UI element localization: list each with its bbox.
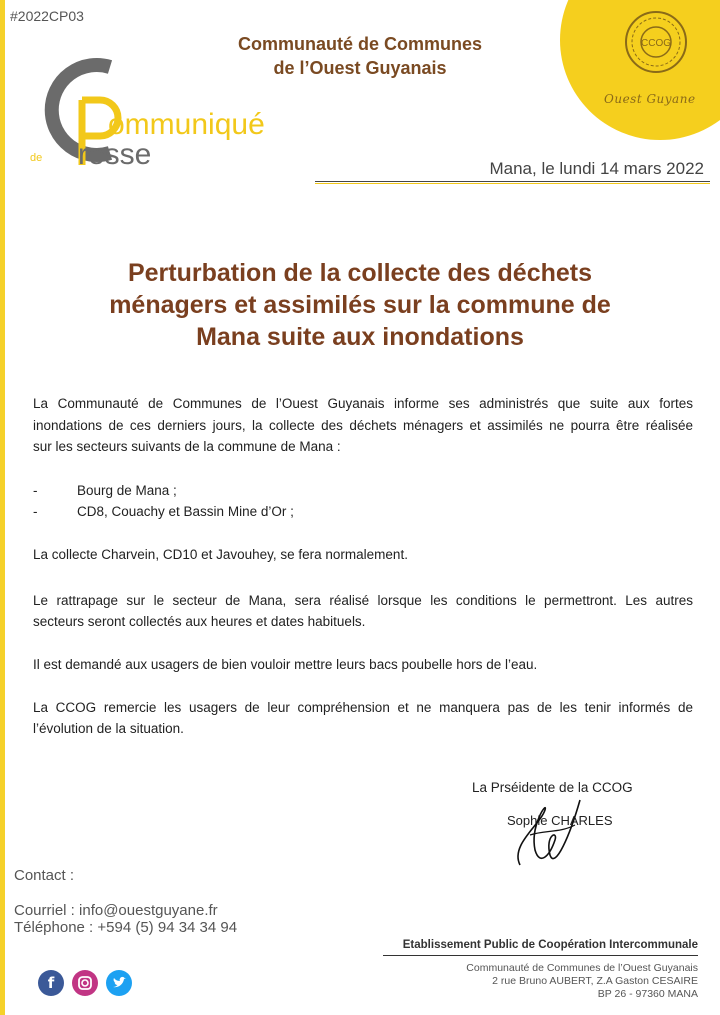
headline-line-2: ménagers et assimilés sur la commune de [109, 291, 611, 319]
left-accent-stripe [0, 0, 5, 1015]
bullet-item: CD8, Couachy et Bassin Mine d’Or ; [77, 504, 294, 519]
facebook-icon[interactable]: f [38, 970, 64, 996]
logo-word-presse: resse [78, 138, 152, 171]
bullet-item: Bourg de Mana ; [77, 483, 177, 498]
paragraph-rattrapage-line-2: secteurs seront collectés aux heures et dates habituels. [33, 614, 366, 629]
brand-script: Ouest Guyane [604, 92, 696, 106]
paragraph-bins: Il est demandé aux usagers de bien vouloir mettre leurs bacs poubelle hors de l’eau. [33, 657, 538, 672]
paragraph-rattrapage-line-1: Le rattrapage sur le secteur de Mana, sera réalisé lorsque les conditions le permettront. Les autres [33, 593, 693, 608]
reference-number: #2022CP03 [10, 8, 84, 24]
handwritten-signature [500, 795, 590, 875]
address-line-2: 2 rue Bruno AUBERT, Z.A Gaston CESAIRE [492, 975, 698, 987]
signatory-name: Sophie CHARLES [507, 813, 613, 828]
bullet-dash: - [33, 504, 38, 519]
instagram-icon[interactable] [72, 970, 98, 996]
intro-line-1: La Communauté de Communes de l’Ouest Guyanais informe ses administrés que suite aux fortes [33, 396, 693, 411]
headline-line-1: Perturbation de la collecte des déchets [127, 259, 593, 287]
footer-divider [383, 955, 698, 956]
logo-word-de: de [30, 152, 43, 164]
bullet-dash: - [33, 483, 38, 498]
org-name-line-2: de l’Ouest Guyanais [273, 58, 447, 78]
signatory-title: La Prséidente de la CCOG [472, 780, 633, 795]
date-divider [315, 181, 710, 184]
intro-line-3: sur les secteurs suivants de la commune de Mana : [33, 439, 341, 454]
seal-text: CCOG [641, 38, 671, 49]
headline-line-3: Mana suite aux inondations [196, 323, 524, 351]
intro-line-2: inondations de ces derniers jours, la collecte des déchets ménagers et assimilés ne pourra être réalisée [33, 418, 693, 433]
paragraph-thanks-line-1: La CCOG remercie les usagers de leur compréhension et ne manquera pas de les tenir informés de [33, 700, 693, 715]
address-line-3: BP 26 - 97360 MANA [597, 988, 698, 1000]
address-line-1: Communauté de Communes de l’Ouest Guyanais [466, 962, 698, 974]
contact-email[interactable]: Courriel : info@ouestguyane.fr [14, 902, 218, 919]
establishment-label: Etablissement Public de Coopération Intercommunale [402, 939, 698, 951]
date-line: Mana, le lundi 14 mars 2022 [489, 159, 704, 178]
contact-heading: Contact : [14, 867, 75, 884]
paragraph-thanks-line-2: l’évolution de la situation. [33, 721, 184, 736]
org-name-line-1: Communauté de Communes [237, 34, 483, 54]
twitter-icon[interactable] [106, 970, 132, 996]
ccog-seal-icon [622, 8, 690, 76]
paragraph-normal-collection: La collecte Charvein, CD10 et Javouhey, se fera normalement. [33, 547, 408, 562]
contact-phone[interactable]: Téléphone : +594 (5) 94 34 34 94 [14, 919, 238, 936]
logo-word-communique: ommuniqué [108, 108, 265, 141]
